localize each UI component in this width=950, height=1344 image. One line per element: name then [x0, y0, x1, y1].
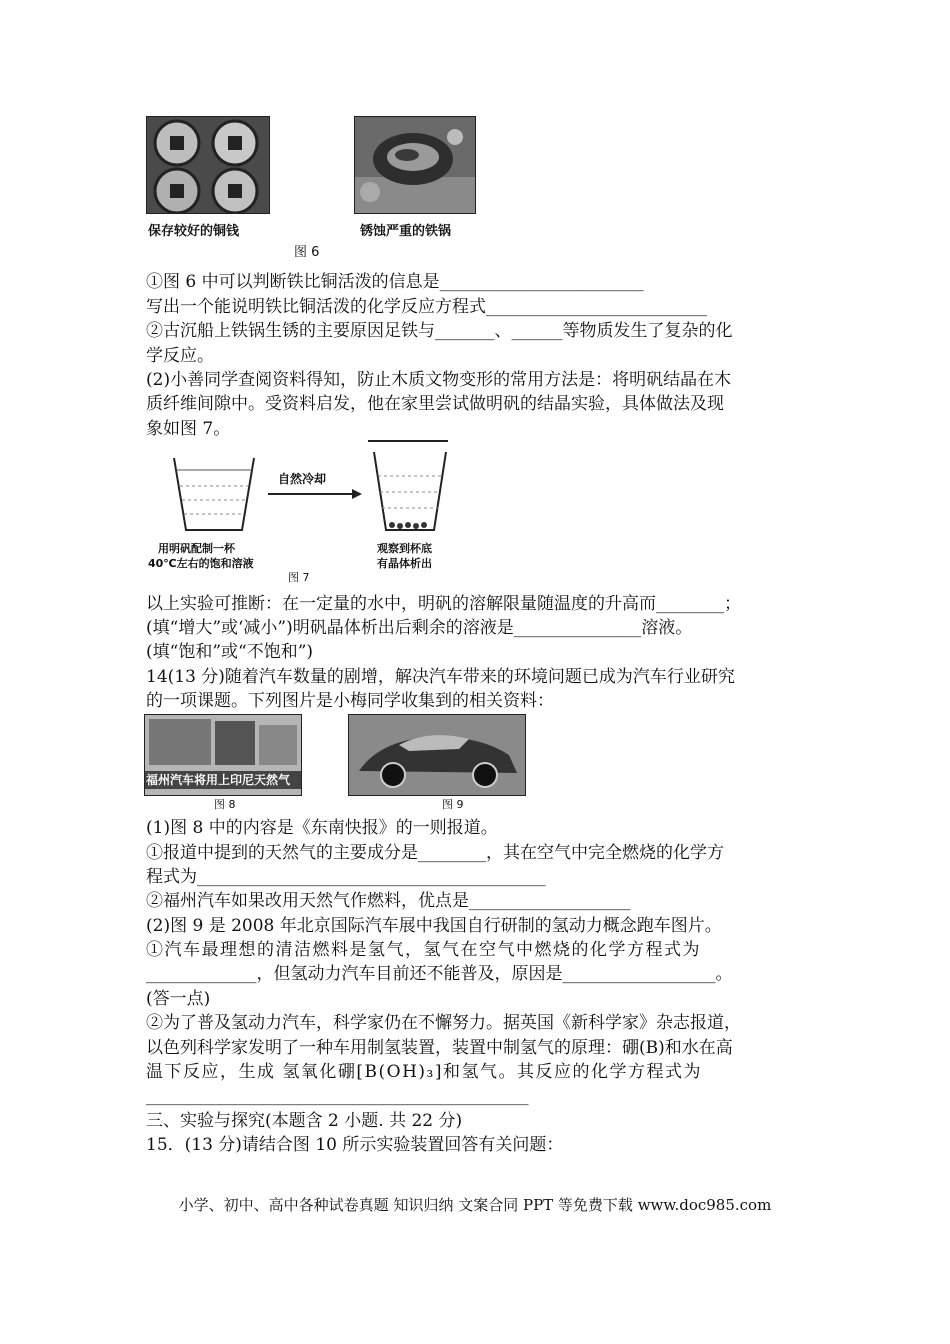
rusted-iron-pot-photo [354, 116, 476, 214]
question-line: _____________，但氢动力汽车目前还不能普及，原因是__________________。 [146, 964, 733, 984]
question-line: ①汽车最理想的清洁燃料是氢气，氢气在空气中燃烧的化学方程式为 [146, 940, 701, 960]
question-line: ①图 6 中可以判断铁比铜活泼的信息是________________________ [146, 272, 644, 292]
page-footer: 小学、初中、高中各种试卷真题 知识归纳 文案合同 PPT 等免费下载 www.doc985.com [178, 1196, 772, 1214]
question-line: 质纤维间隙中。受资料启发，他在家里尝试做明矾的结晶实验，具体做法及现 [146, 394, 724, 414]
copper-coins-image [147, 117, 269, 213]
fig6-label: 图 6 [294, 245, 320, 260]
section-heading: 三、实验与探究(本题含 2 小题. 共 22 分) [146, 1111, 463, 1131]
fig8-label: 图 8 [214, 798, 236, 811]
car-image [349, 715, 525, 795]
question-line: ②为了普及氢动力汽车，科学家仍在不懈努力。据英国《新科学家》杂志报道， [146, 1013, 741, 1033]
question-line: 的一项课题。下列图片是小梅同学收集到的相关资料： [146, 691, 554, 711]
question-line: (1)图 8 中的内容是《东南快报》的一则报道。 [146, 818, 498, 838]
fig7-left-caption-2: 40℃左右的饱和溶液 [148, 557, 254, 570]
fig8-headline: 福州汽车将用上印尼天然气 [146, 773, 291, 787]
copper-coins-photo [146, 116, 270, 214]
question-line: 15．(13 分)请结合图 10 所示实验装置回答有关问题： [146, 1135, 564, 1155]
question-line: 象如图 7。 [146, 419, 231, 439]
question-line: (填“饱和”或“不饱和”) [146, 642, 314, 662]
fig7-right-caption-1: 观察到杯底 [377, 542, 432, 555]
fig7-label: 图 7 [288, 571, 310, 584]
fig7-diagram [146, 438, 466, 538]
iron-pot-image [355, 117, 475, 213]
question-line: (答一点) [146, 989, 211, 1009]
left-beaker [174, 458, 254, 530]
cooling-arrow [268, 489, 362, 499]
question-line: 温下反应，生成 氢氧化硼[B(OH)₃]和氢气。其反应的化学方程式为 [146, 1062, 703, 1082]
fig6-caption-left: 保存较好的铜钱 [148, 224, 240, 239]
fig7-right-caption-2: 有晶体析出 [377, 557, 432, 570]
question-line: (填“增大”或‘减小”)明矾晶体析出后剩余的溶液是_______________溶液。 [146, 618, 693, 638]
question-line: 写出一个能说明铁比铜活泼的化学反应方程式__________________________ [146, 297, 707, 317]
question-line: 以上实验可推断：在一定量的水中，明矾的溶解限量随温度的升高而________； [146, 594, 741, 614]
question-line: ②福州汽车如果改用天然气作燃料，优点是___________________ [146, 891, 631, 911]
question-line: 以色列科学家发明了一种车用制氢装置，装置中制氢气的原理：硼(B)和水在高 [146, 1038, 733, 1058]
question-line: ②古沉船上铁锅生锈的主要原因足铁与_______、______等物质发生了复杂的化 [146, 321, 733, 341]
right-beaker [368, 441, 448, 530]
fig9-label: 图 9 [442, 798, 464, 811]
question-line: 学反应。 [146, 346, 214, 366]
question-line: (2)小善同学查阅资料得知，防止木质文物变形的常用方法是：将明矾结晶在木 [146, 370, 732, 390]
fig6-caption-right: 锈蚀严重的铁锅 [360, 224, 452, 239]
question-line: _____________________________________________ [146, 1086, 529, 1106]
fig7-arrow-label: 自然冷却 [278, 472, 327, 486]
question-line: 14(13 分)随着汽车数量的剧增，解决汽车带来的环境问题已成为汽车行业研究 [146, 667, 735, 687]
question-line: ①报道中提到的天然气的主要成分是________，其在空气中完全燃烧的化学方 [146, 843, 724, 863]
question-line: (2)图 9 是 2008 年北京国际汽车展中我国自行研制的氢动力概念跑车图片。 [146, 916, 722, 936]
question-line: 程式为_________________________________________ [146, 867, 546, 887]
fig7-left-caption-1: 用明矾配制一杯 [158, 542, 235, 555]
fig9-hydrogen-car-photo [348, 714, 526, 796]
